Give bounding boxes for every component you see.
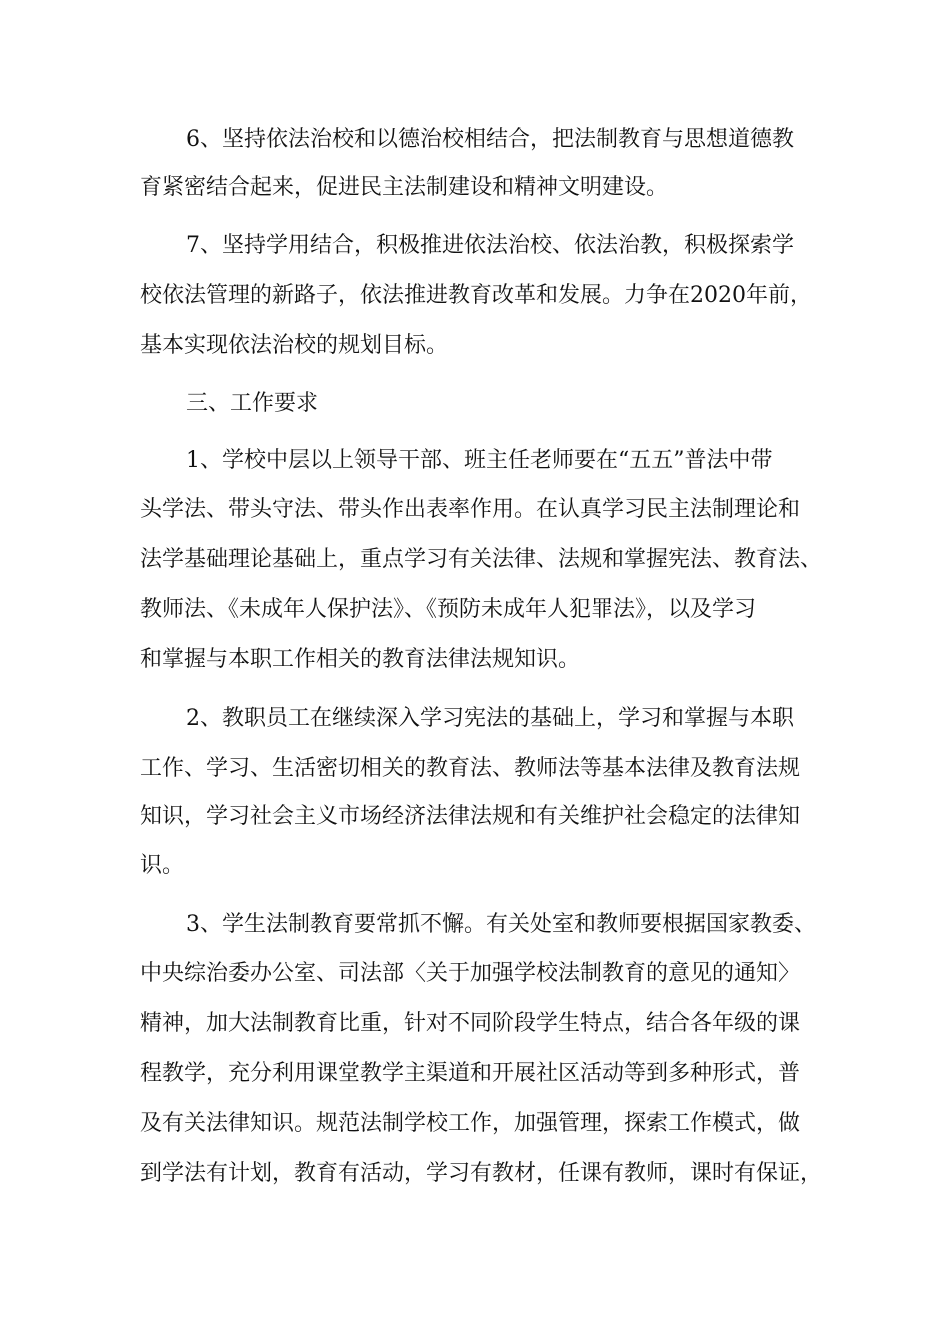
text-line: 7、坚持学用结合，积极推进依法治校、依法治教，积极探索学	[186, 233, 794, 258]
text-line: 知识，学习社会主义市场经济法律法规和有关维护社会稳定的法律知	[140, 804, 801, 829]
text-line: 和掌握与本职工作相关的教育法律法规知识。	[140, 647, 581, 672]
text-line: 基本实现依法治校的规划目标。	[140, 333, 449, 358]
section-heading: 三、工作要求	[186, 391, 319, 416]
text-line: 校依法管理的新路子，依法推进教育改革和发展。力争在2020年前，	[140, 283, 812, 308]
text-line: 6、坚持依法治校和以德治校相结合，把法制教育与思想道德教	[186, 127, 794, 152]
text-line: 到学法有计划，教育有活动，学习有教材，任课有教师，课时有保证，	[140, 1161, 823, 1186]
text-line: 1、学校中层以上领导干部、班主任老师要在“五五”普法中带	[186, 448, 773, 473]
text-line: 工作、学习、生活密切相关的教育法、教师法等基本法律及教育法规	[140, 756, 801, 781]
text-line: 3、学生法制教育要常抓不懈。有关处室和教师要根据国家教委、	[186, 912, 816, 937]
text-line: 精神，加大法制教育比重，针对不同阶段学生特点，结合各年级的课	[140, 1011, 801, 1036]
text-line: 及有关法律知识。规范法制学校工作，加强管理，探索工作模式，做	[140, 1111, 801, 1136]
text-line: 中央综治委办公室、司法部〈关于加强学校法制教育的意见的通知〉	[140, 961, 801, 986]
text-line: 头学法、带头守法、带头作出表率作用。在认真学习民主法制理论和	[140, 497, 801, 522]
text-line: 2、教职员工在继续深入学习宪法的基础上，学习和掌握与本职	[186, 706, 794, 731]
text-line: 法学基础理论基础上，重点学习有关法律、法规和掌握宪法、教育法、	[140, 547, 823, 572]
text-line: 程教学，充分利用课堂教学主渠道和开展社区活动等到多种形式，普	[140, 1061, 801, 1086]
text-line: 教师法、《未成年人保护法》、《预防未成年人犯罪法》，以及学习	[140, 597, 757, 622]
text-line: 识。	[140, 853, 185, 878]
text-line: 育紧密结合起来，促进民主法制建设和精神文明建设。	[140, 175, 669, 200]
